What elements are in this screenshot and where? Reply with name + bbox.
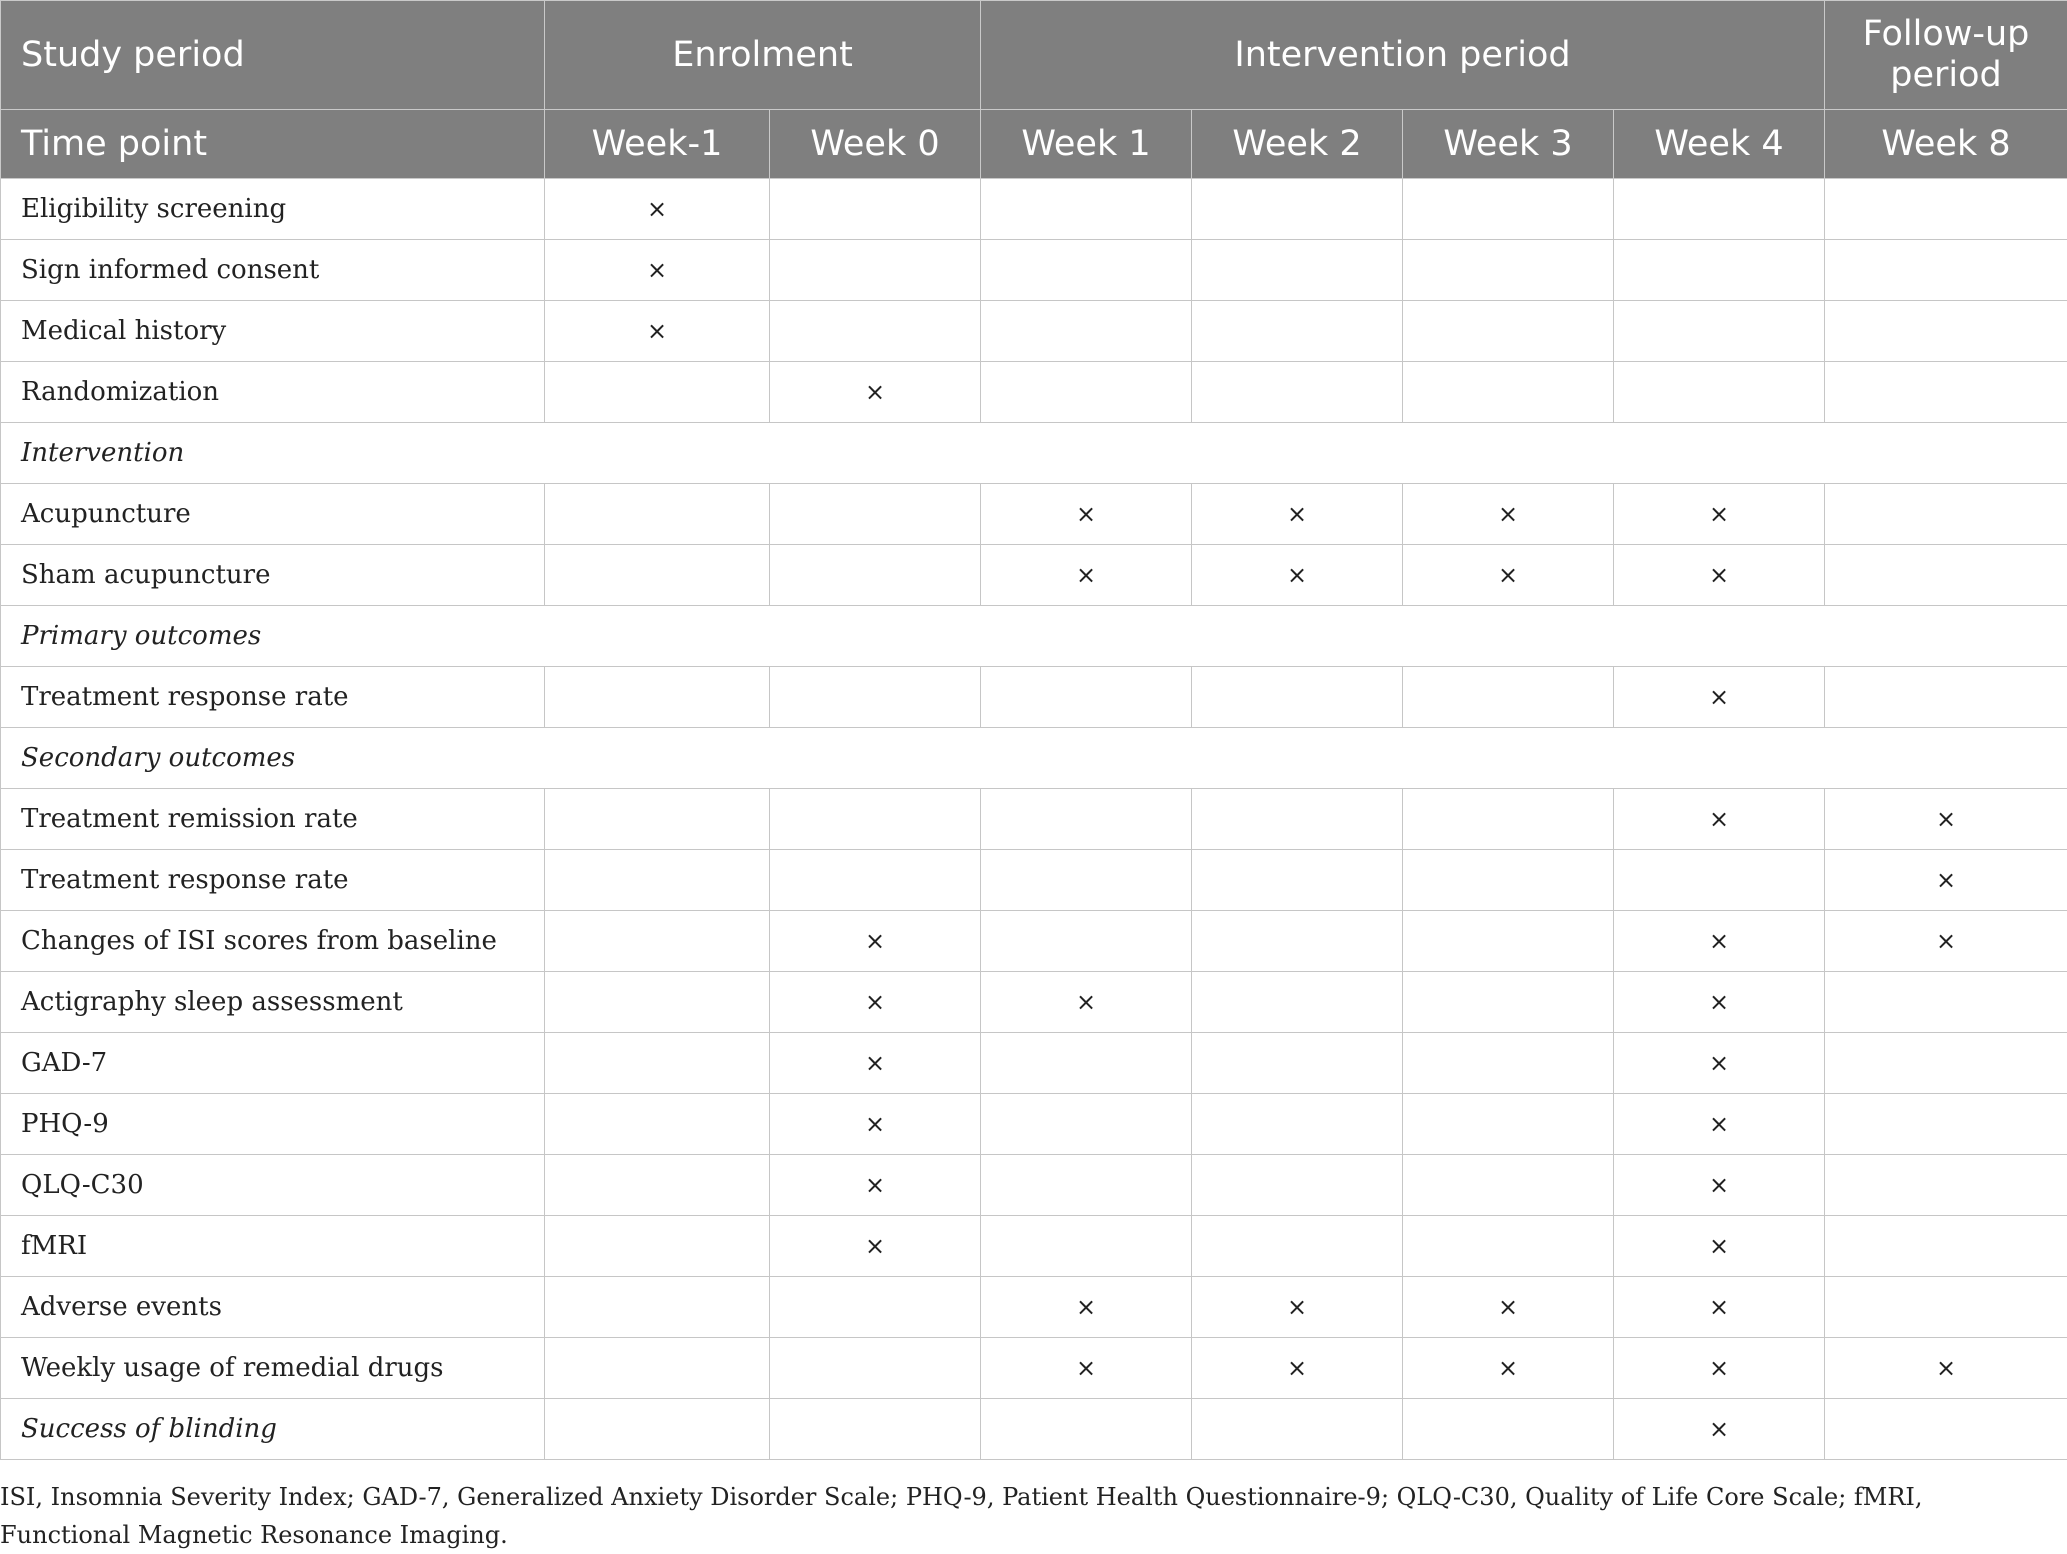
empty-cell [1403,850,1614,911]
check-mark-cell: × [1403,1338,1614,1399]
empty-cell [1192,240,1403,301]
empty-cell [981,667,1192,728]
empty-cell [981,1399,1192,1460]
empty-cell [770,850,981,911]
empty-cell [1614,179,1825,240]
empty-cell [981,362,1192,423]
empty-cell [770,1338,981,1399]
section-label: Primary outcomes [1,606,2067,667]
empty-cell [981,1216,1192,1277]
check-mark-cell: × [1614,789,1825,850]
empty-cell [770,667,981,728]
empty-cell [1825,179,2067,240]
row-label: Medical history [1,301,545,362]
table-row [1,301,2067,362]
empty-cell [545,1216,770,1277]
empty-cell [545,1094,770,1155]
check-mark-cell: × [770,972,981,1033]
header-week-3: Week 3 [1403,110,1614,179]
empty-cell [981,911,1192,972]
check-mark-cell: × [545,179,770,240]
check-mark-cell: × [1403,545,1614,606]
table-row [1,1033,2067,1094]
empty-cell [1403,1033,1614,1094]
empty-cell [1192,1033,1403,1094]
empty-cell [1825,484,2067,545]
empty-cell [545,1399,770,1460]
table-row [1,789,2067,850]
table-row [1,1338,2067,1399]
check-mark-cell: × [1403,484,1614,545]
empty-cell [1825,667,2067,728]
check-mark-cell: × [770,1094,981,1155]
table-row [1,362,2067,423]
empty-cell [1403,240,1614,301]
row-label: Sign informed consent [1,240,545,301]
header-row-time-point [1,110,2067,179]
empty-cell [1825,1155,2067,1216]
empty-cell [545,1155,770,1216]
check-mark-cell: × [545,301,770,362]
empty-cell [770,545,981,606]
check-mark-cell: × [1192,1277,1403,1338]
table-row [1,179,2067,240]
check-mark-cell: × [1614,1155,1825,1216]
empty-cell [1403,667,1614,728]
empty-cell [770,179,981,240]
empty-cell [981,301,1192,362]
row-label: Treatment remission rate [1,789,545,850]
empty-cell [1192,850,1403,911]
empty-cell [1192,1216,1403,1277]
empty-cell [1192,789,1403,850]
table-row [1,1399,2067,1460]
check-mark-cell: × [1614,1399,1825,1460]
check-mark-cell: × [1825,911,2067,972]
check-mark-cell: × [981,484,1192,545]
empty-cell [545,911,770,972]
check-mark-cell: × [770,1155,981,1216]
table-row [1,240,2067,301]
empty-cell [1192,362,1403,423]
empty-cell [545,850,770,911]
table-row [1,850,2067,911]
section-label: Intervention [1,423,2067,484]
empty-cell [545,789,770,850]
empty-cell [1825,1399,2067,1460]
check-mark-cell: × [981,1277,1192,1338]
empty-cell [545,1277,770,1338]
header-intervention-period: Intervention period [981,1,1825,110]
empty-cell [1614,362,1825,423]
check-mark-cell: × [770,362,981,423]
check-mark-cell: × [1614,1338,1825,1399]
empty-cell [770,1399,981,1460]
row-label: Success of blinding [1,1399,545,1460]
section-row [1,423,2067,484]
empty-cell [981,240,1192,301]
empty-cell [1614,240,1825,301]
empty-cell [1825,1094,2067,1155]
header-follow-up-period: Follow-up period [1825,1,2067,110]
empty-cell [545,362,770,423]
section-label: Secondary outcomes [1,728,2067,789]
empty-cell [981,850,1192,911]
check-mark-cell: × [1614,911,1825,972]
empty-cell [1403,1399,1614,1460]
empty-cell [1825,1277,2067,1338]
empty-cell [1825,1216,2067,1277]
check-mark-cell: × [1614,667,1825,728]
empty-cell [1825,301,2067,362]
table-row [1,1216,2067,1277]
empty-cell [981,179,1192,240]
empty-cell [1825,545,2067,606]
check-mark-cell: × [770,1216,981,1277]
check-mark-cell: × [1614,1277,1825,1338]
empty-cell [1825,240,2067,301]
empty-cell [1192,972,1403,1033]
empty-cell [1192,667,1403,728]
header-week-8: Week 8 [1825,110,2067,179]
empty-cell [1192,1094,1403,1155]
empty-cell [1403,1094,1614,1155]
check-mark-cell: × [1614,1094,1825,1155]
empty-cell [770,789,981,850]
empty-cell [545,972,770,1033]
row-label: Adverse events [1,1277,545,1338]
row-label: Changes of ISI scores from baseline [1,911,545,972]
empty-cell [1192,911,1403,972]
check-mark-cell: × [1825,789,2067,850]
table-row [1,911,2067,972]
check-mark-cell: × [545,240,770,301]
empty-cell [1403,301,1614,362]
empty-cell [1403,1155,1614,1216]
header-week-0: Week 0 [770,110,981,179]
check-mark-cell: × [981,545,1192,606]
table-row [1,545,2067,606]
row-label: fMRI [1,1216,545,1277]
row-label: PHQ-9 [1,1094,545,1155]
row-label: Weekly usage of remedial drugs [1,1338,545,1399]
empty-cell [1614,850,1825,911]
empty-cell [1192,1399,1403,1460]
empty-cell [1192,179,1403,240]
table-row [1,972,2067,1033]
empty-cell [981,1155,1192,1216]
header-week-1: Week 1 [981,110,1192,179]
check-mark-cell: × [770,1033,981,1094]
check-mark-cell: × [1614,972,1825,1033]
table-row [1,1094,2067,1155]
row-label: Sham acupuncture [1,545,545,606]
header-enrolment: Enrolment [545,1,981,110]
row-label: Eligibility screening [1,179,545,240]
table-row [1,1155,2067,1216]
empty-cell [770,484,981,545]
row-label: Acupuncture [1,484,545,545]
check-mark-cell: × [1403,1277,1614,1338]
empty-cell [545,484,770,545]
empty-cell [545,667,770,728]
check-mark-cell: × [1614,484,1825,545]
empty-cell [981,789,1192,850]
check-mark-cell: × [770,911,981,972]
header-row-study-period [1,1,2067,110]
empty-cell [1403,179,1614,240]
row-label: Actigraphy sleep assessment [1,972,545,1033]
row-label: Treatment response rate [1,667,545,728]
header-week-minus-1: Week-1 [545,110,770,179]
check-mark-cell: × [981,972,1192,1033]
empty-cell [1403,972,1614,1033]
check-mark-cell: × [1192,484,1403,545]
empty-cell [770,1277,981,1338]
empty-cell [981,1094,1192,1155]
table-row [1,484,2067,545]
empty-cell [1614,301,1825,362]
table-row [1,667,2067,728]
table-body [1,179,2067,1460]
row-label: Treatment response rate [1,850,545,911]
row-label: Randomization [1,362,545,423]
check-mark-cell: × [1825,850,2067,911]
check-mark-cell: × [1825,1338,2067,1399]
empty-cell [1403,1216,1614,1277]
header-week-2: Week 2 [1192,110,1403,179]
empty-cell [1192,301,1403,362]
header-study-period: Study period [1,1,545,110]
empty-cell [1825,972,2067,1033]
check-mark-cell: × [1614,1216,1825,1277]
table-footnote: ISI, Insomnia Severity Index; GAD-7, Generalized Anxiety Disorder Scale; PHQ-9, Patient Health Questionnaire-9; QLQ-C30, Quality of Life Core Scale; fMRI, Functional Magnetic Resonance Imaging. [0,1478,2030,1554]
check-mark-cell: × [981,1338,1192,1399]
empty-cell [1192,1155,1403,1216]
check-mark-cell: × [1614,545,1825,606]
check-mark-cell: × [1192,1338,1403,1399]
empty-cell [545,1338,770,1399]
check-mark-cell: × [1192,545,1403,606]
empty-cell [1403,789,1614,850]
header-time-point: Time point [1,110,545,179]
empty-cell [1825,1033,2067,1094]
empty-cell [981,1033,1192,1094]
header-week-4: Week 4 [1614,110,1825,179]
check-mark-cell: × [1614,1033,1825,1094]
empty-cell [1403,911,1614,972]
empty-cell [770,240,981,301]
empty-cell [1825,362,2067,423]
empty-cell [770,301,981,362]
row-label: QLQ-C30 [1,1155,545,1216]
empty-cell [1403,362,1614,423]
section-row [1,606,2067,667]
empty-cell [545,1033,770,1094]
table-row [1,1277,2067,1338]
section-row [1,728,2067,789]
row-label: GAD-7 [1,1033,545,1094]
empty-cell [545,545,770,606]
